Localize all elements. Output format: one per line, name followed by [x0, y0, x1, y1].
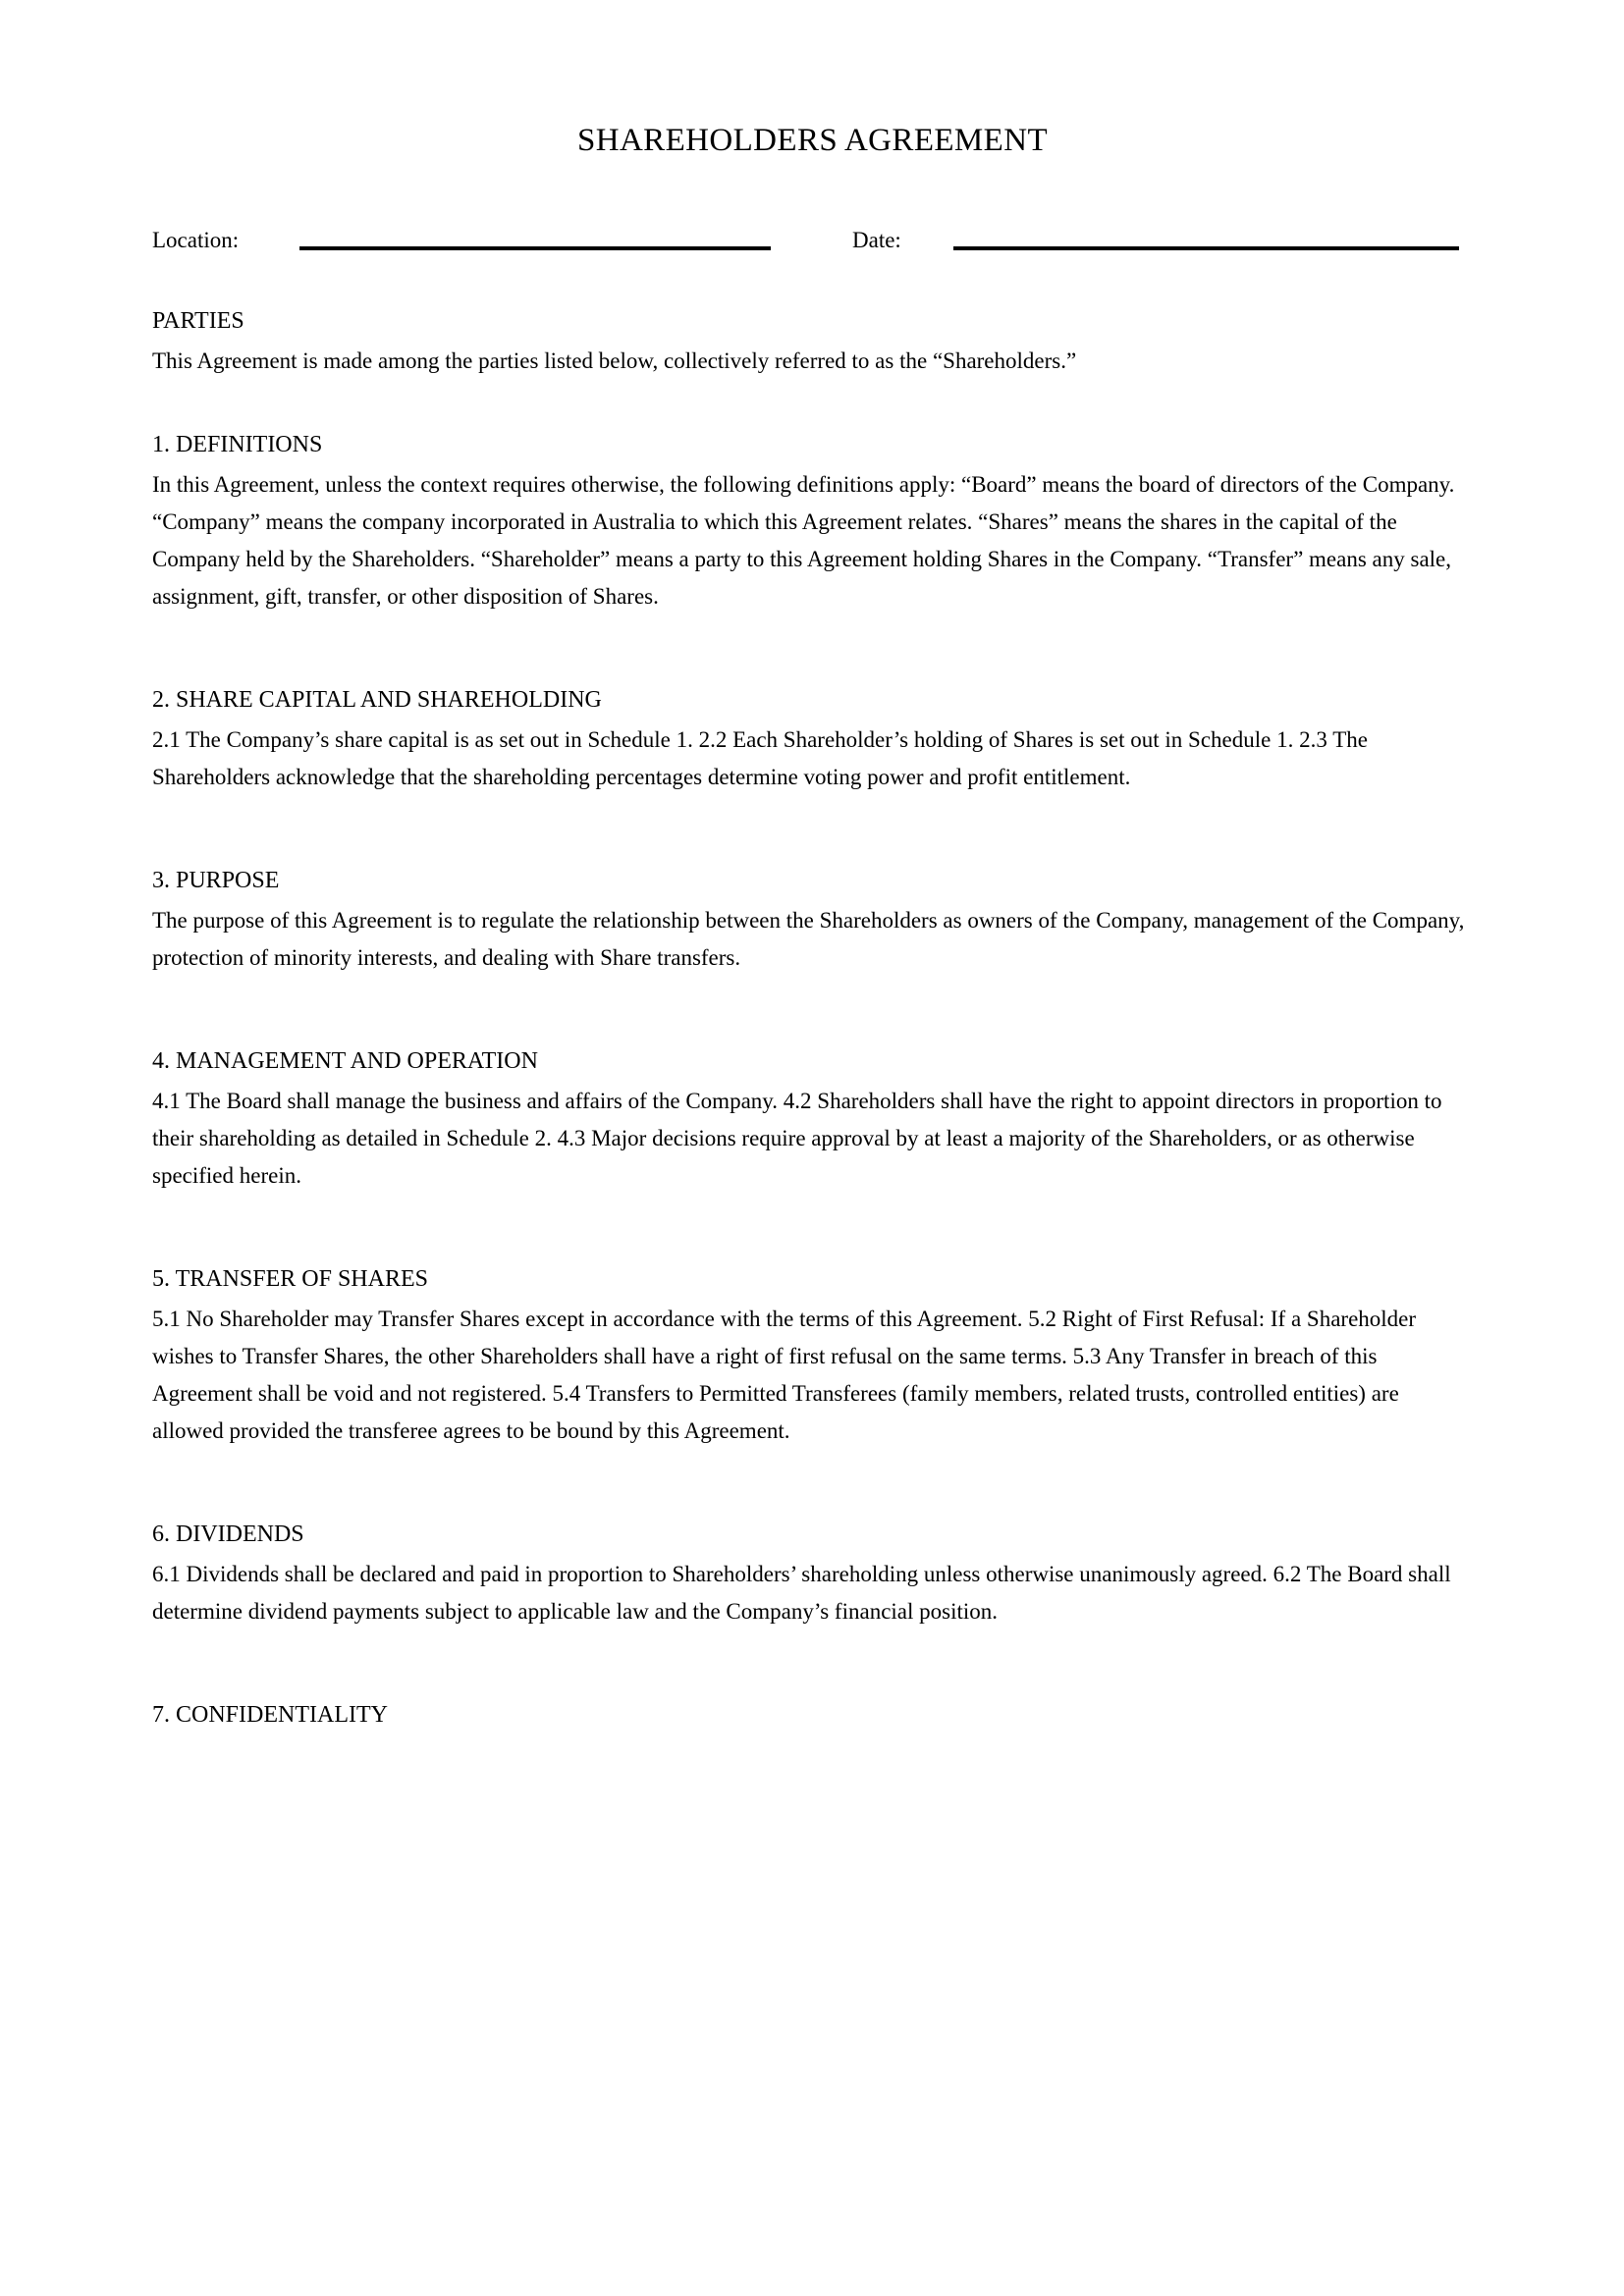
date-input-rule[interactable] [953, 246, 1459, 250]
date-field[interactable] [852, 227, 1459, 254]
section-parties [152, 305, 1473, 380]
section-share-capital-and-shareholding [152, 684, 1473, 796]
section-body: In this Agreement, unless the context requires otherwise, the following definitions apply: “Board” means the board of directors of the Company. “Company” means the company incorporated in Australia to which this Agreement relates. “Shares” means the shares in the capital of the Company held by the Shareholders. “Shareholder” means a party to this Agreement holding Shares in the Company. “Transfer” means any sale, assignment, gift, transfer, or other disposition of Shares. [152, 472, 1455, 609]
section-heading: PARTIES [152, 308, 244, 334]
date-label: Date: [852, 228, 901, 252]
section-transfer-of-shares [152, 1263, 1473, 1450]
location-field[interactable] [152, 227, 771, 254]
section-body: 5.1 No Shareholder may Transfer Shares except in accordance with the terms of this Agreement. 5.2 Right of First Refusal: If a Shareholder wishes to Transfer Shares, the other Shareholders shall have a right of first refusal on the same terms. 5.3 Any Transfer in breach of this Agreement shall be void and not registered. 5.4 Transfers to Permitted Transferees (family members, related trusts, controlled entities) are allowed provided the transferee agrees to be bound by this Agreement. [152, 1307, 1417, 1443]
section-management-and-operation [152, 1045, 1473, 1195]
section-heading: 2. SHARE CAPITAL AND SHAREHOLDING [152, 687, 602, 713]
section-dividends [152, 1519, 1473, 1630]
section-definitions [152, 429, 1473, 615]
document-meta-row [152, 207, 1473, 254]
page-title: SHAREHOLDERS AGREEMENT [576, 123, 1049, 158]
document-body [152, 0, 1473, 1736]
location-input-rule[interactable] [299, 246, 771, 250]
section-purpose [152, 865, 1473, 977]
section-body: 6.1 Dividends shall be declared and paid in proportion to Shareholders’ shareholding unless otherwise unanimously agreed. 6.2 The Board shall determine dividend payments subject to applicable law and the Company’s financial position. [152, 1562, 1451, 1624]
section-body: 4.1 The Board shall manage the business and affairs of the Company. 4.2 Shareholders shall have the right to appoint directors in proportion to their shareholding as detailed in Schedule 2. 4.3 Major decisions require approval by at least a majority of the Shareholders, or as otherwise specified herein. [152, 1089, 1442, 1188]
section-body: The purpose of this Agreement is to regulate the relationship between the Shareholders as owners of the Company, management of the Company, protection of minority interests, and dealing with Share transfers. [152, 908, 1465, 970]
section-body: This Agreement is made among the parties listed below, collectively referred to as the “Shareholders.” [152, 348, 1077, 373]
section-heading: 7. CONFIDENTIALITY [152, 1702, 388, 1728]
section-heading: 6. DIVIDENDS [152, 1522, 304, 1547]
location-label: Location: [152, 228, 240, 252]
section-heading: 1. DEFINITIONS [152, 432, 323, 457]
section-heading: 4. MANAGEMENT AND OPERATION [152, 1048, 538, 1074]
section-heading: 5. TRANSFER OF SHARES [152, 1266, 428, 1292]
section-body: 2.1 The Company’s share capital is as set out in Schedule 1. 2.2 Each Shareholder’s holding of Shares is set out in Schedule 1. 2.3 The Shareholders acknowledge that the shareholding percentages determine voting power and profit entitlement. [152, 727, 1368, 789]
section-heading: 3. PURPOSE [152, 868, 280, 893]
section-confidentiality [152, 1699, 1473, 1731]
